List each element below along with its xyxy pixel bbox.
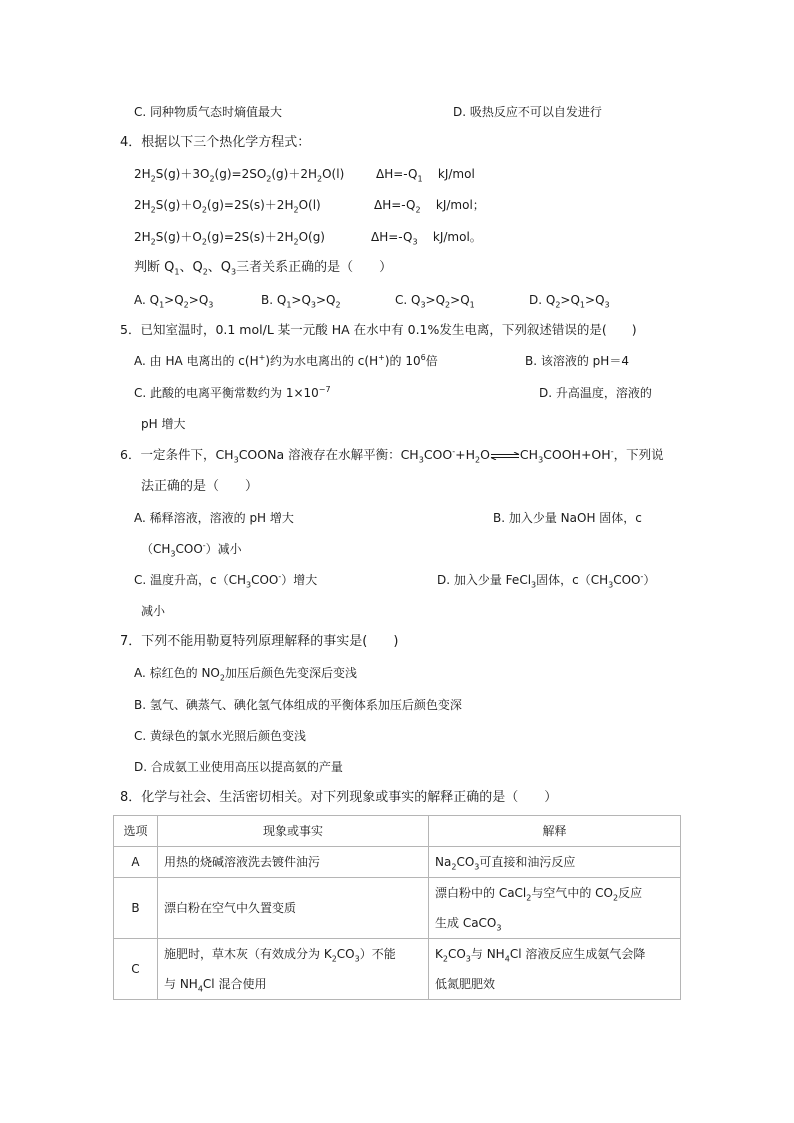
q7-stem: 7．下列不能用勒夏特列原理解释的事实是( ) — [120, 634, 399, 649]
q8-stem: 8．化学与社会、生活密切相关。对下列现象或事实的解释正确的是（ ） — [120, 790, 558, 805]
q4-enthalpy-3: $\Delta H=-Q_3$ kJ/mol。 — [371, 230, 482, 247]
table-row — [114, 939, 681, 1000]
q5-option-d: D. 升高温度，溶液的 — [539, 386, 652, 400]
q4-option-b: B. $Q_1>Q_3>Q_2$ — [261, 293, 341, 310]
q7-option-b: B. 氢气、碘蒸气、碘化氢气体组成的平衡体系加压后颜色变深 — [134, 698, 462, 712]
q4-enthalpy-2: $\Delta H=-Q_2$ kJ/mol； — [374, 198, 485, 215]
header-explanation: 解释 — [429, 816, 681, 847]
table-row — [114, 847, 681, 878]
q7-option-a: A. 棕红色的 $NO_2$加压后颜色先变深后变浅 — [134, 666, 357, 683]
equilibrium-arrow-icon — [490, 452, 520, 460]
q5-option-b: B. 该溶液的 pH＝4 — [525, 354, 629, 368]
q6-option-a: A. 稀释溶液，溶液的 pH 增大 — [134, 511, 294, 525]
row-a-fact: 用热的烧碱溶液洗去镀件油污 — [158, 847, 429, 878]
row-c-fact: 施肥时，草木灰（有效成分为 $K_2CO_3$）不能 与 $NH_4Cl$ 混合使用 — [158, 939, 429, 1000]
q6-stem: 6．一定条件下，$CH_3COONa$ 溶液存在水解平衡：$CH_3COO^-+H_2O$ $CH_3COOH+OH^-$，下列说 — [120, 446, 664, 465]
q3-option-d: D. 吸热反应不可以自发进行 — [453, 105, 602, 119]
q6-stem-cont: 法正确的是（ ） — [141, 479, 259, 494]
q5-option-a: A. 由 HA 电离出的 c(H+)约为水电离出的 c(H+)的 $10^6$倍 — [134, 353, 438, 368]
row-c-option: C — [114, 939, 158, 1000]
q8-table — [113, 815, 681, 1000]
q6-option-c: C. 温度升高，$c(CH_3COO^-)$增大 — [134, 572, 318, 590]
q4-enthalpy-1: $\Delta H=-Q_1$ kJ/mol — [376, 167, 475, 184]
q4-option-c: C. $Q_3>Q_2>Q_1$ — [395, 293, 475, 310]
q4-equation-2: $2H_2S(g)+O_2(g)=2S(s)+2H_2O(l)$ — [134, 198, 321, 215]
q5-option-c: C. 此酸的电离平衡常数约为 $1\times 10^{-7}$ — [134, 385, 331, 400]
q4-judge: 判断 $Q_1$、$Q_2$、$Q_3$三者关系正确的是（ ） — [134, 260, 393, 277]
row-b-option: B — [114, 878, 158, 939]
q5-stem: 5．已知室温时，0.1 mol/L 某一元酸 HA 在水中有 0.1%发生电离，下列叙述错误的是( ) — [120, 322, 637, 337]
q4-option-d: D. $Q_2>Q_1>Q_3$ — [529, 293, 610, 310]
table-header-row — [114, 816, 681, 847]
q4-equation-3: $2H_2S(g)+O_2(g)=2S(s)+2H_2O(g)$ — [134, 230, 325, 247]
row-a-option: A — [114, 847, 158, 878]
q6-option-b: B. 加入少量 NaOH 固体，c — [493, 511, 642, 525]
q4-equation-1: $2H_2S(g)+3O_2(g)=2SO_2(g)+2H_2O(l)$ — [134, 167, 345, 184]
table-row — [114, 878, 681, 939]
q7-option-d: D. 合成氨工业使用高压以提高氨的产量 — [134, 760, 343, 774]
header-fact: 现象或事实 — [158, 816, 429, 847]
row-b-fact: 漂白粉在空气中久置变质 — [158, 878, 429, 939]
q4-option-a: A. $Q_1>Q_2>Q_3$ — [134, 293, 214, 310]
row-c-explanation: $K_2CO_3$与 $NH_4Cl$ 溶液反应生成氨气会降 低氮肥肥效 — [429, 939, 681, 1000]
q6-option-b-cont: $(CH_3COO^-)$减小 — [141, 541, 242, 559]
q5-option-d-cont: pH 增大 — [141, 417, 186, 431]
row-b-explanation: 漂白粉中的 CaCl$_2$与空气中的 $CO_2$反应 生成 CaCO$_3$ — [429, 878, 681, 939]
q3-option-c: C. 同种物质气态时熵值最大 — [134, 105, 283, 119]
header-option: 选项 — [114, 816, 158, 847]
q6-option-d-cont: 减小 — [141, 604, 166, 618]
row-a-explanation: $Na_2CO_3$可直接和油污反应 — [429, 847, 681, 878]
q7-option-c: C. 黄绿色的氯水光照后颜色变浅 — [134, 729, 307, 743]
q6-option-d: D. 加入少量 FeCl$_3$固体，$c(CH_3COO^-)$ — [437, 572, 656, 590]
q4-stem: 4．根据以下三个热化学方程式： — [120, 135, 311, 150]
